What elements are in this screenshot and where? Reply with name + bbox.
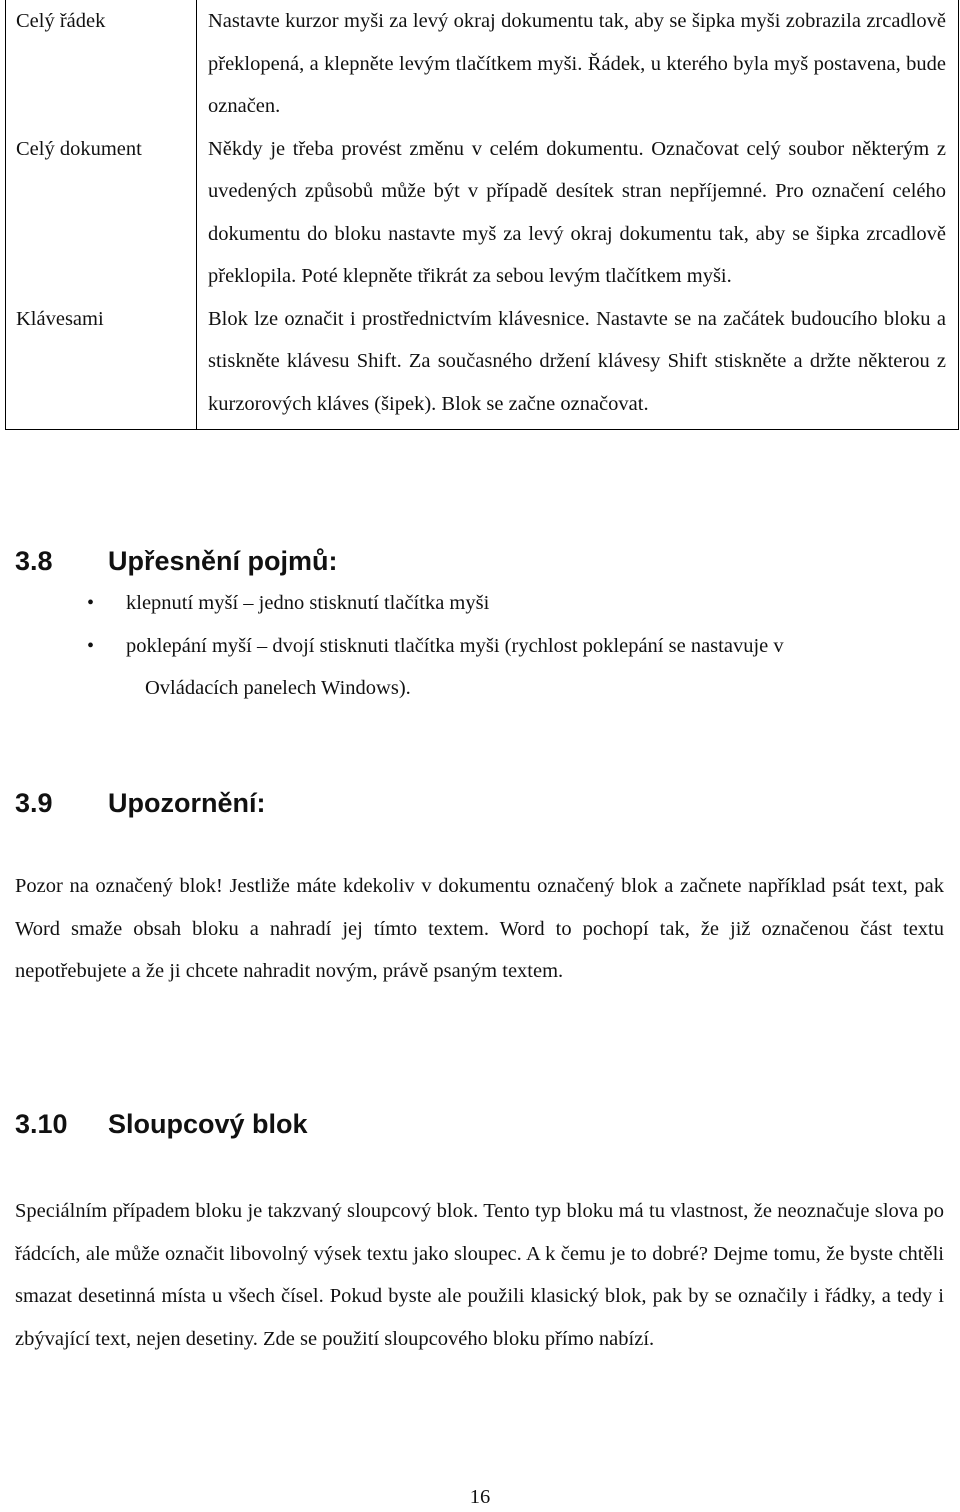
page-number: 16 [469,1486,491,1508]
table-cell-description: Nastavte kurzor myši za levý okraj dokumentu tak, aby se šipka myši zobrazila zrcadlově překlopená, a klepněte levým tlačítkem myši. Řádek, u kterého byla myš postavena, bude označen. [197,0,959,128]
list-item [0,625,944,710]
section-heading-3-8 [15,545,338,577]
section-heading-3-10 [15,1108,308,1140]
table-cell-description: Blok lze označit i prostřednictvím klávesnice. Nastavte se na začátek budoucího bloku a stiskněte klávesu Shift. Za současného držení klávesy Shift stiskněte a držte některou z kurzorových kláves (šipek). Blok se začne označovat. [197,298,959,430]
table-row [6,128,959,298]
list-item-continuation: Ovládacích panelech Windows). [145,677,411,699]
column-block-paragraph: Speciálním případem bloku je takzvaný sloupcový blok. Tento typ bloku má tu vlastnost, že neoznačuje slova po řádcích, ale může označit libovolný výsek textu jako sloupec. A k čemu je to dobré? Dejme tomu, že byste chtěli smazat desetinná místa u všech čísel. Pokud byste ale použili klasický blok, pak by se označily i řádky, a tedy i zbývající text, nejen desetiny. Zde se použití sloupcového bloku přímo nabízí. [15,1200,944,1350]
block-selection-table [5,0,959,430]
bullet-icon: • [87,592,95,614]
table-cell-term: Klávesami [6,298,197,430]
table-cell-description: Někdy je třeba provést změnu v celém dokumentu. Označovat celý soubor některým z uvedených způsobů může být v případě desítek stran nepříjemné. Pro označení celého dokumentu do bloku nastavte myš za levý okraj dokumentu tak, aby se šipka zrcadlově překlopila. Poté klepněte třikrát za sebou levým tlačítkem myši. [197,128,959,298]
table-row [6,0,959,128]
list-item-text: poklepání myší – dvojí stisknuti tlačítka myši (rychlost poklepání se nastavuje v [126,634,784,657]
section-number: 3.9 [15,788,53,818]
section-title: Upřesnění pojmů: [108,546,338,576]
section-heading-3-9 [15,787,265,819]
table-cell-term: Celý řádek [6,0,197,128]
list-item [0,582,944,625]
section-number: 3.8 [15,546,53,576]
warning-paragraph: Pozor na označený blok! Jestliže máte kdekoliv v dokumentu označený blok a začnete například psát text, pak Word smaže obsah bloku a nahradí jej tímto textem. Word to pochopí tak, že již označenou část textu nepotřebujete a že ji chcete nahradit novým, právě psaným textem. [15,875,944,983]
section-title: Sloupcový blok [108,1109,308,1139]
table-row [6,298,959,430]
list-item-text: klepnutí myší – jedno stisknutí tlačítka myši [126,592,490,614]
table-cell-term: Celý dokument [6,128,197,298]
terms-list [0,582,944,710]
section-number: 3.10 [15,1109,68,1139]
bullet-icon: • [87,634,95,657]
section-title: Upozornění: [108,788,266,818]
